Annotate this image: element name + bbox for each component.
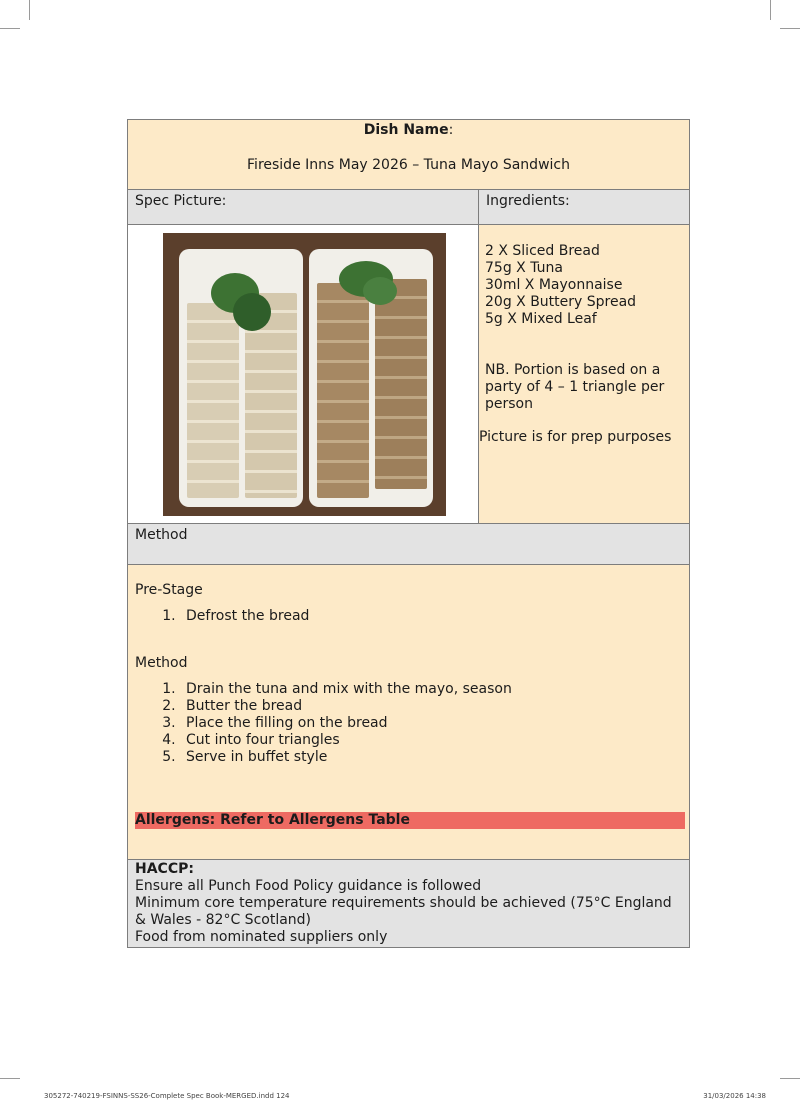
crop-mark bbox=[0, 1078, 20, 1079]
method-title: Method bbox=[135, 655, 188, 671]
ingredient-item: 75g X Tuna bbox=[485, 260, 563, 276]
haccp-line: Food from nominated suppliers only bbox=[135, 929, 388, 945]
pre-stage-title: Pre-Stage bbox=[135, 582, 203, 598]
method-step: 1. Drain the tuna and mix with the mayo, season bbox=[180, 681, 682, 698]
leaf-garnish bbox=[363, 277, 397, 305]
dish-name-label: Dish Name bbox=[363, 122, 449, 138]
spec-table bbox=[127, 119, 690, 948]
pre-stage-list bbox=[135, 608, 682, 625]
portion-note-text: NB. Portion is based on a party of 4 – 1 triangle per person bbox=[485, 362, 665, 412]
dish-name-cell bbox=[128, 120, 690, 190]
method-step: 5. Serve in buffet style bbox=[180, 749, 682, 766]
footer-file-info: 305272-740219-FSINNS-SS26-Complete Spec Book-MERGED.indd 124 bbox=[44, 1092, 290, 1100]
dish-title: Fireside Inns May 2026 – Tuna Mayo Sandwich bbox=[247, 157, 570, 173]
dish-name-row bbox=[128, 120, 690, 190]
crop-mark bbox=[780, 28, 800, 29]
dish-name-colon: : bbox=[448, 122, 454, 138]
haccp-line: Minimum core temperature requirements should be achieved (75°C England & Wales - 82°C Scotland) bbox=[135, 895, 672, 928]
haccp-title: HACCP: bbox=[135, 861, 194, 877]
leaf-garnish bbox=[233, 293, 271, 331]
allergens-banner: Allergens: Refer to Allergens Table bbox=[135, 812, 685, 829]
method-header: Method bbox=[128, 524, 690, 565]
ingredients-cell bbox=[479, 225, 690, 524]
haccp-row bbox=[128, 860, 690, 948]
method-steps-list bbox=[135, 681, 682, 766]
crop-mark bbox=[0, 28, 20, 29]
ingredients-list bbox=[479, 225, 689, 328]
crop-mark bbox=[29, 0, 30, 20]
white-sandwich bbox=[187, 303, 239, 498]
ingredient-item: 20g X Buttery Spread bbox=[485, 294, 637, 310]
prep-note: Picture is for prep purposes bbox=[479, 429, 672, 445]
brown-sandwich bbox=[375, 279, 427, 489]
ingredient-item: 5g X Mixed Leaf bbox=[485, 311, 597, 327]
spec-picture-header: Spec Picture: bbox=[128, 190, 479, 225]
method-step: 4. Cut into four triangles bbox=[180, 732, 682, 749]
method-cell bbox=[128, 565, 690, 860]
ingredient-item: 30ml X Mayonnaise bbox=[485, 277, 623, 293]
method-header-row bbox=[128, 524, 690, 565]
sandwich-photo bbox=[163, 233, 446, 516]
ingredient-item: 2 X Sliced Bread bbox=[485, 243, 600, 259]
method-step: 3. Place the filling on the bread bbox=[180, 715, 682, 732]
brown-sandwich bbox=[317, 283, 369, 498]
section-header-row bbox=[128, 190, 690, 225]
portion-note bbox=[479, 328, 689, 446]
haccp-cell bbox=[128, 860, 690, 948]
method-step: 2. Butter the bread bbox=[180, 698, 682, 715]
footer-timestamp: 31/03/2026 14:38 bbox=[703, 1092, 766, 1100]
crop-mark bbox=[770, 0, 771, 20]
haccp-line: Ensure all Punch Food Policy guidance is followed bbox=[135, 878, 482, 894]
spec-picture-cell bbox=[128, 225, 479, 524]
dish-name-heading bbox=[128, 122, 689, 139]
ingredients-header: Ingredients: bbox=[479, 190, 690, 225]
method-row bbox=[128, 565, 690, 860]
content-row bbox=[128, 225, 690, 524]
pre-stage-step: 1. Defrost the bread bbox=[180, 608, 682, 625]
crop-mark bbox=[780, 1078, 800, 1079]
